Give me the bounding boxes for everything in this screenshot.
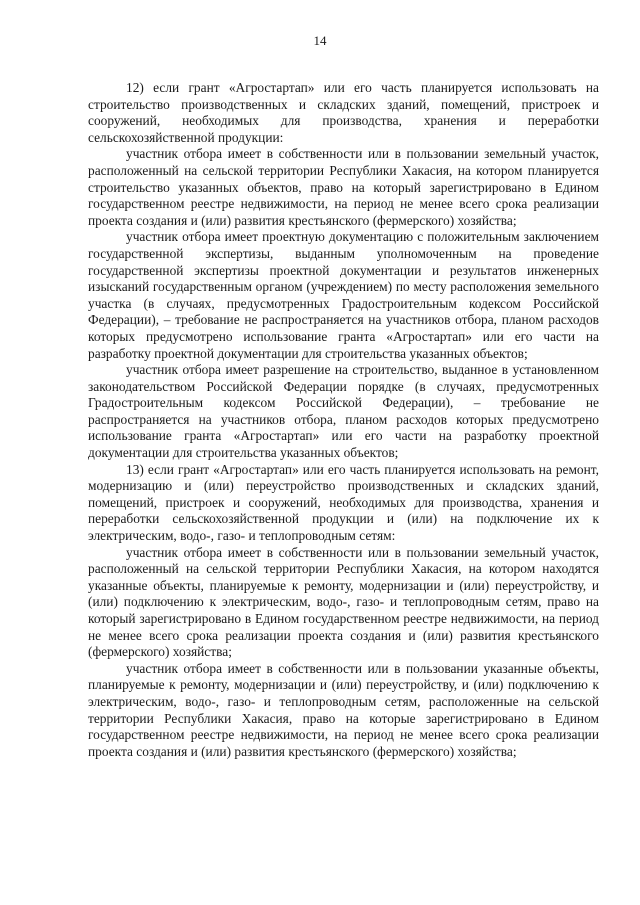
paragraph-land-plot-repair: участник отбора имеет в собственности или в пользовании земельный участок, расположенный на сельской территории Республики Хакасия, на котором находятся указанные объекты, планируемые к ремонту, модернизации и (или) переустройству, и (или) подключению к электрическим, водо-, газо- и теплопроводным сетям, право на который зарегистрировано в Едином государственном реестре недвижимости, на период не менее всего срока реализации проекта создания и (или) развития крестьянского (фермерского) хозяйства; [88,544,599,660]
paragraph-item-13: 13) если грант «Агростартап» или его часть планируется использовать на ремонт, модернизацию и (или) переустройство производственных и складских зданий, помещений, пристроек и сооружений, необходимых для производства, хранения и переработки сельскохозяйственной продукции и (или) на подключение их к электрическим, водо-, газо- и теплопроводным сетям: [88,461,599,544]
document-body [88,80,599,760]
paragraph-item-12: 12) если грант «Агростартап» или его часть планируется использовать на строительство производственных и складских зданий, помещений, пристроек и сооружений, необходимых для производства, хранения и переработки сельскохозяйственной продукции: [88,80,599,145]
paragraph-objects-ownership: участник отбора имеет в собственности или в пользовании указанные объекты, планируемые к ремонту, модернизации и (или) переустройству, и (или) подключению к электрическим, водо-, газо- и теплопроводным сетям, расположенные на сельской территории Республики Хакасия, право на которые зарегистрировано в Едином государственном реестре недвижимости, на период не менее всего срока реализации проекта создания и (или) развития крестьянского (фермерского) хозяйства; [88,660,599,759]
paragraph-land-plot-construction: участник отбора имеет в собственности или в пользовании земельный участок, расположенный на сельской территории Республики Хакасия, на котором планируется строительство указанных объектов, право на который зарегистрировано в Едином государственном реестре недвижимости, на период не менее всего срока реализации проекта создания и (или) развития крестьянского (фермерского) хозяйства; [88,146,599,228]
page-number: 14 [313,33,327,48]
paragraph-construction-permit: участник отбора имеет разрешение на строительство, выданное в установленном законодательством Российской Федерации порядке (в случаях, предусмотренных Градостроительным кодексом Российской Федерации), – требование не распространяется на участников отбора, планом расходов которых предусмотрено использование гранта «Агростартап» или его части на разработку проектной документации для строительства указанных объектов; [88,362,599,461]
paragraph-project-documentation: участник отбора имеет проектную документацию с положительным заключением государственной экспертизы, выданным уполномоченным на проведение государственной экспертизы проектной документации и результатов инженерных изысканий государственным органом (учреждением) по месту расположения земельного участка (в случаях, предусмотренных Градостроительным кодексом Российской Федерации), – требование не распространяется на участников отбора, планом расходов которых предусмотрено использование гранта «Агростартап» или его части на разработку проектной документации для строительства указанных объектов; [88,229,599,361]
